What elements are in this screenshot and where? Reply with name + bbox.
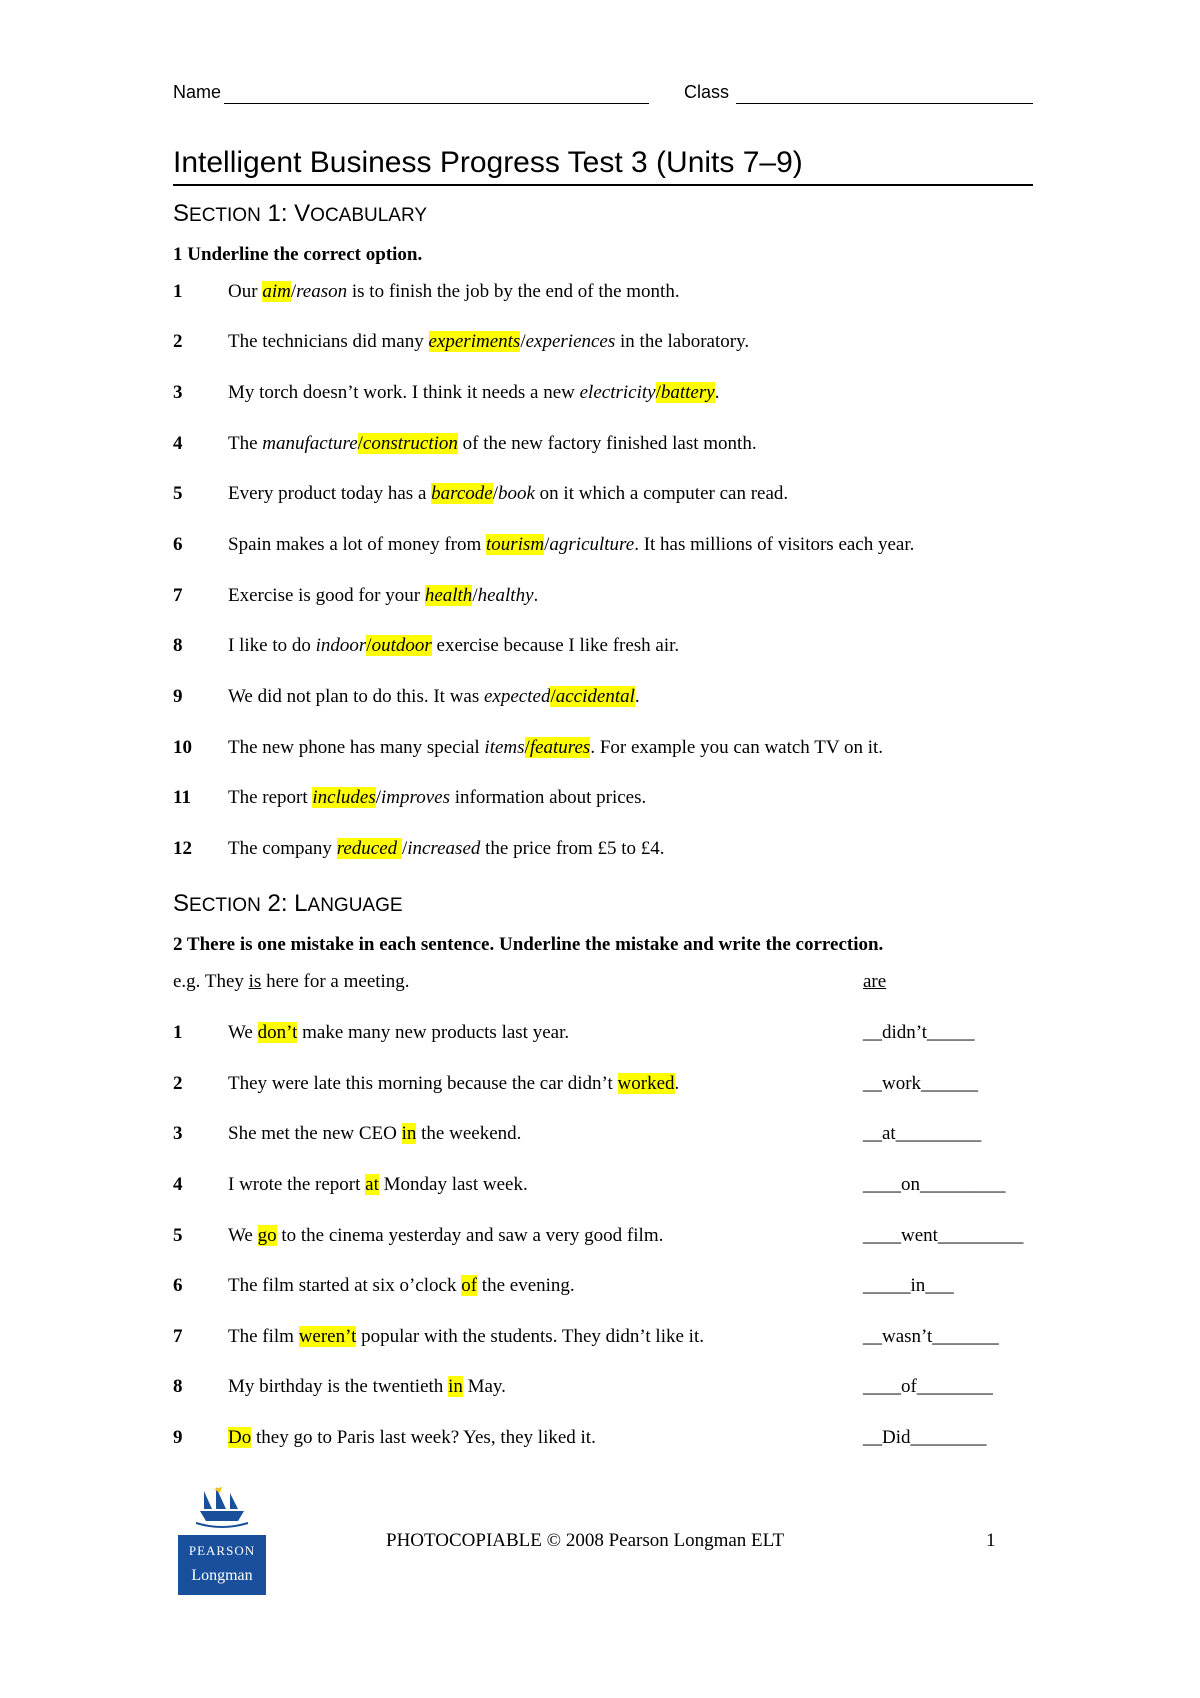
option-separator: / [401,838,408,859]
item-number: 2 [173,1073,183,1094]
option-2: battery [660,382,715,403]
sentence-end: the evening. [477,1275,575,1296]
option-2: improves [381,787,450,808]
sentence-end: popular with the students. They didn’t like it. [356,1326,704,1347]
item-sentence [228,685,640,709]
item-number: 7 [173,585,183,606]
option-2: healthy [477,585,534,606]
name-label: Name [173,82,222,102]
sentence-start: The film [228,1326,299,1347]
sentence-end: exercise because I like fresh air. [431,635,680,656]
mistake-word: go [257,1225,277,1246]
item-sentence [228,1375,506,1399]
correction-answer: ____on_________ [863,1174,1006,1195]
item-number: 6 [173,1275,183,1296]
item-number: 10 [173,737,192,758]
mistake-word: at [365,1174,379,1195]
sentence-end: the weekend. [416,1123,522,1144]
sentence-end: . [533,585,539,606]
item-sentence [228,1224,663,1248]
sentence-start: Our [228,281,263,302]
option-separator: / [366,635,372,656]
sentence-start: They were late this morning because the car didn’t [228,1073,618,1094]
item-sentence [228,432,757,456]
footer-copyright: PHOTOCOPIABLE © 2008 Pearson Longman ELT [386,1530,785,1551]
option-separator: / [492,483,498,504]
sentence-end: . [674,1073,680,1094]
option-2: outdoor [371,635,432,656]
item-number: 8 [173,635,183,656]
mistake-word: of [461,1275,478,1296]
sentence-start: My torch doesn’t work. I think it needs a new [228,382,580,403]
item-sentence [228,837,665,861]
item-sentence [228,786,646,810]
item-sentence [228,1173,528,1197]
mistake-word: in [448,1376,463,1397]
item-sentence [228,533,914,557]
option-1: tourism [486,534,545,555]
option-1: items [484,737,525,758]
sentence-end: May. [462,1376,506,1397]
mistake-word: weren’t [298,1326,357,1347]
option-2: experiences [525,331,616,352]
sentence-end: of the new factory finished last month. [457,433,757,454]
item-sentence [228,1122,521,1146]
section-1-heading: SECTION 1: VOCABULARY [173,200,428,227]
item-sentence [228,1021,569,1045]
example-answer: are [863,971,887,992]
sentence-start: Spain makes a lot of money from [228,534,487,555]
sentence-start: The [228,433,263,454]
option-separator: / [290,281,297,302]
item-number: 5 [173,1225,183,1246]
option-separator: / [524,737,530,758]
item-sentence [228,736,883,760]
item-sentence [228,1325,704,1349]
sentence-end: in the laboratory. [615,331,750,352]
item-number: 9 [173,686,183,707]
name-field-line [224,103,649,104]
item-number: 9 [173,1427,183,1448]
item-number: 4 [173,433,183,454]
correction-answer: __wasn’t_______ [863,1326,999,1347]
item-number: 5 [173,483,183,504]
option-2: reason [296,281,348,302]
option-2: increased [407,838,481,859]
item-sentence [228,1072,679,1096]
item-sentence [228,330,749,354]
option-separator: / [375,787,382,808]
correction-answer: ____of________ [863,1376,993,1397]
sentence-start: I like to do [228,635,316,656]
option-separator: / [655,382,661,403]
item-sentence [228,1426,596,1450]
sentence-start: We did not plan to do this. It was [228,686,484,707]
sentence-end: is to finish the job by the end of the month. [347,281,680,302]
class-label: Class [684,82,730,102]
item-number: 6 [173,534,183,555]
option-1: manufacture [262,433,358,454]
sentence-start: The report [228,787,313,808]
option-1: health [424,585,473,606]
correction-answer: __didn’t_____ [863,1022,975,1043]
item-number: 2 [173,331,183,352]
option-separator: / [472,585,478,606]
section-2-instruction: 2 There is one mistake in each sentence. Underline the mistake and write the correction. [173,934,884,955]
sentence-end: make many new products last year. [297,1022,570,1043]
section-1-instruction: 1 Underline the correct option. [173,244,423,265]
logo-top-text: PEARSON [188,1543,256,1558]
correction-answer: _____in___ [863,1275,954,1296]
item-number: 3 [173,382,183,403]
correction-answer: __at_________ [863,1123,982,1144]
option-1: includes [312,787,376,808]
header-row [173,82,1033,106]
correction-answer: ____went_________ [863,1225,1024,1246]
mistake-word: Do [228,1427,252,1448]
option-1: experiments [428,331,521,352]
option-separator: / [544,534,550,555]
item-sentence [228,1274,575,1298]
option-2: agriculture [549,534,635,555]
item-sentence [228,381,719,405]
sentence-start: We [228,1225,258,1246]
option-1: electricity [579,382,656,403]
sentence-end: Monday last week. [378,1174,528,1195]
option-2: features [529,737,591,758]
sentence-start: The company [228,838,337,859]
sentence-end: they go to Paris last week? Yes, they liked it. [251,1427,596,1448]
example-sentence: e.g. They is here for a meeting. [173,971,410,992]
section-2-heading: SECTION 2: LANGUAGE [173,890,403,917]
option-1: barcode [431,483,493,504]
sentence-end: . [634,686,640,707]
option-2: accidental [555,686,635,707]
sentence-start: Every product today has a [228,483,432,504]
sentence-end: on it which a computer can read. [534,483,789,504]
sentence-end: information about prices. [449,787,647,808]
correction-answer: __Did________ [863,1427,987,1448]
sentence-end: the price from £5 to £4. [480,838,665,859]
sentence-start: The film started at six o’clock [228,1275,462,1296]
pearson-longman-logo [178,1485,266,1595]
option-separator: / [520,331,526,352]
option-separator: / [550,686,556,707]
sentence-start: Exercise is good for your [228,585,425,606]
sentence-start: The technicians did many [228,331,429,352]
item-number: 11 [173,787,191,808]
option-2: book [497,483,535,504]
sentence-end: to the cinema yesterday and saw a very good film. [276,1225,664,1246]
option-2: construction [362,433,458,454]
mistake-word: worked [617,1073,675,1094]
option-1: reduced [336,838,402,859]
item-number: 12 [173,838,192,859]
item-number: 8 [173,1376,183,1397]
sentence-start: We [228,1022,258,1043]
sentence-end: . [714,382,720,403]
sentence-start: The new phone has many special [228,737,485,758]
item-number: 7 [173,1326,183,1347]
correction-answer: __work______ [863,1073,979,1094]
sentence-end: . For example you can watch TV on it. [590,737,884,758]
mistake-word: don’t [257,1022,298,1043]
option-1: indoor [315,635,367,656]
page-number: 1 [986,1530,996,1551]
sentence-start: I wrote the report [228,1174,366,1195]
sentence-start: My birthday is the twentieth [228,1376,449,1397]
ship-icon [196,1487,248,1527]
item-number: 1 [173,281,183,302]
option-1: expected [484,686,551,707]
item-sentence [228,280,680,304]
logo-bottom-text: Longman [191,1567,253,1584]
option-1: aim [262,281,291,302]
sentence-start: She met the new CEO [228,1123,402,1144]
item-sentence [228,634,679,658]
item-number: 3 [173,1123,183,1144]
sentence-end: . It has millions of visitors each year. [634,534,915,555]
item-sentence [228,584,538,608]
item-number: 1 [173,1022,183,1043]
class-field-line [736,103,1033,104]
item-number: 4 [173,1174,183,1195]
option-separator: / [357,433,363,454]
item-sentence [228,482,788,506]
mistake-word: in [401,1123,417,1144]
page-title: Intelligent Business Progress Test 3 (Units 7–9) [173,146,1033,186]
